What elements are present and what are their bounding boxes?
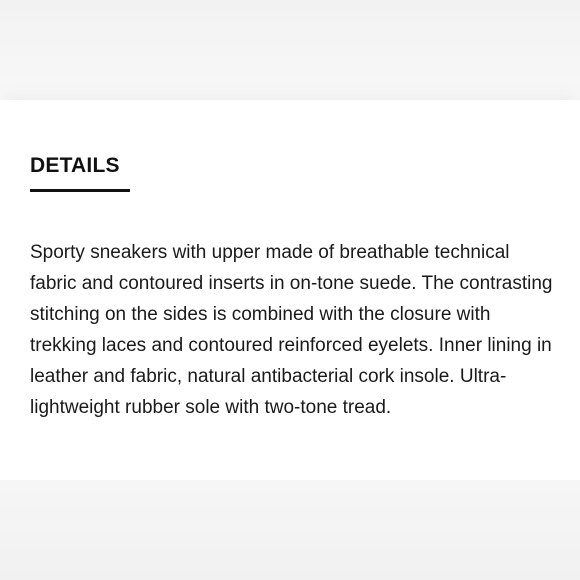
details-section (0, 100, 580, 480)
product-description: Sporty sneakers with upper made of breathable technical fabric and contoured inserts in on-tone suede. The contrasting stitching on the sides is combined with the closure with trekking laces and contoured reinforced eyelets. Inner lining in leather and fabric, natural antibacterial cork insole. Ultra-lightweight rubber sole with two-tone tread. (30, 242, 553, 418)
heading-underline (30, 189, 130, 192)
bottom-background (0, 480, 580, 580)
details-heading: DETAILS (30, 154, 120, 177)
top-background (0, 0, 580, 100)
